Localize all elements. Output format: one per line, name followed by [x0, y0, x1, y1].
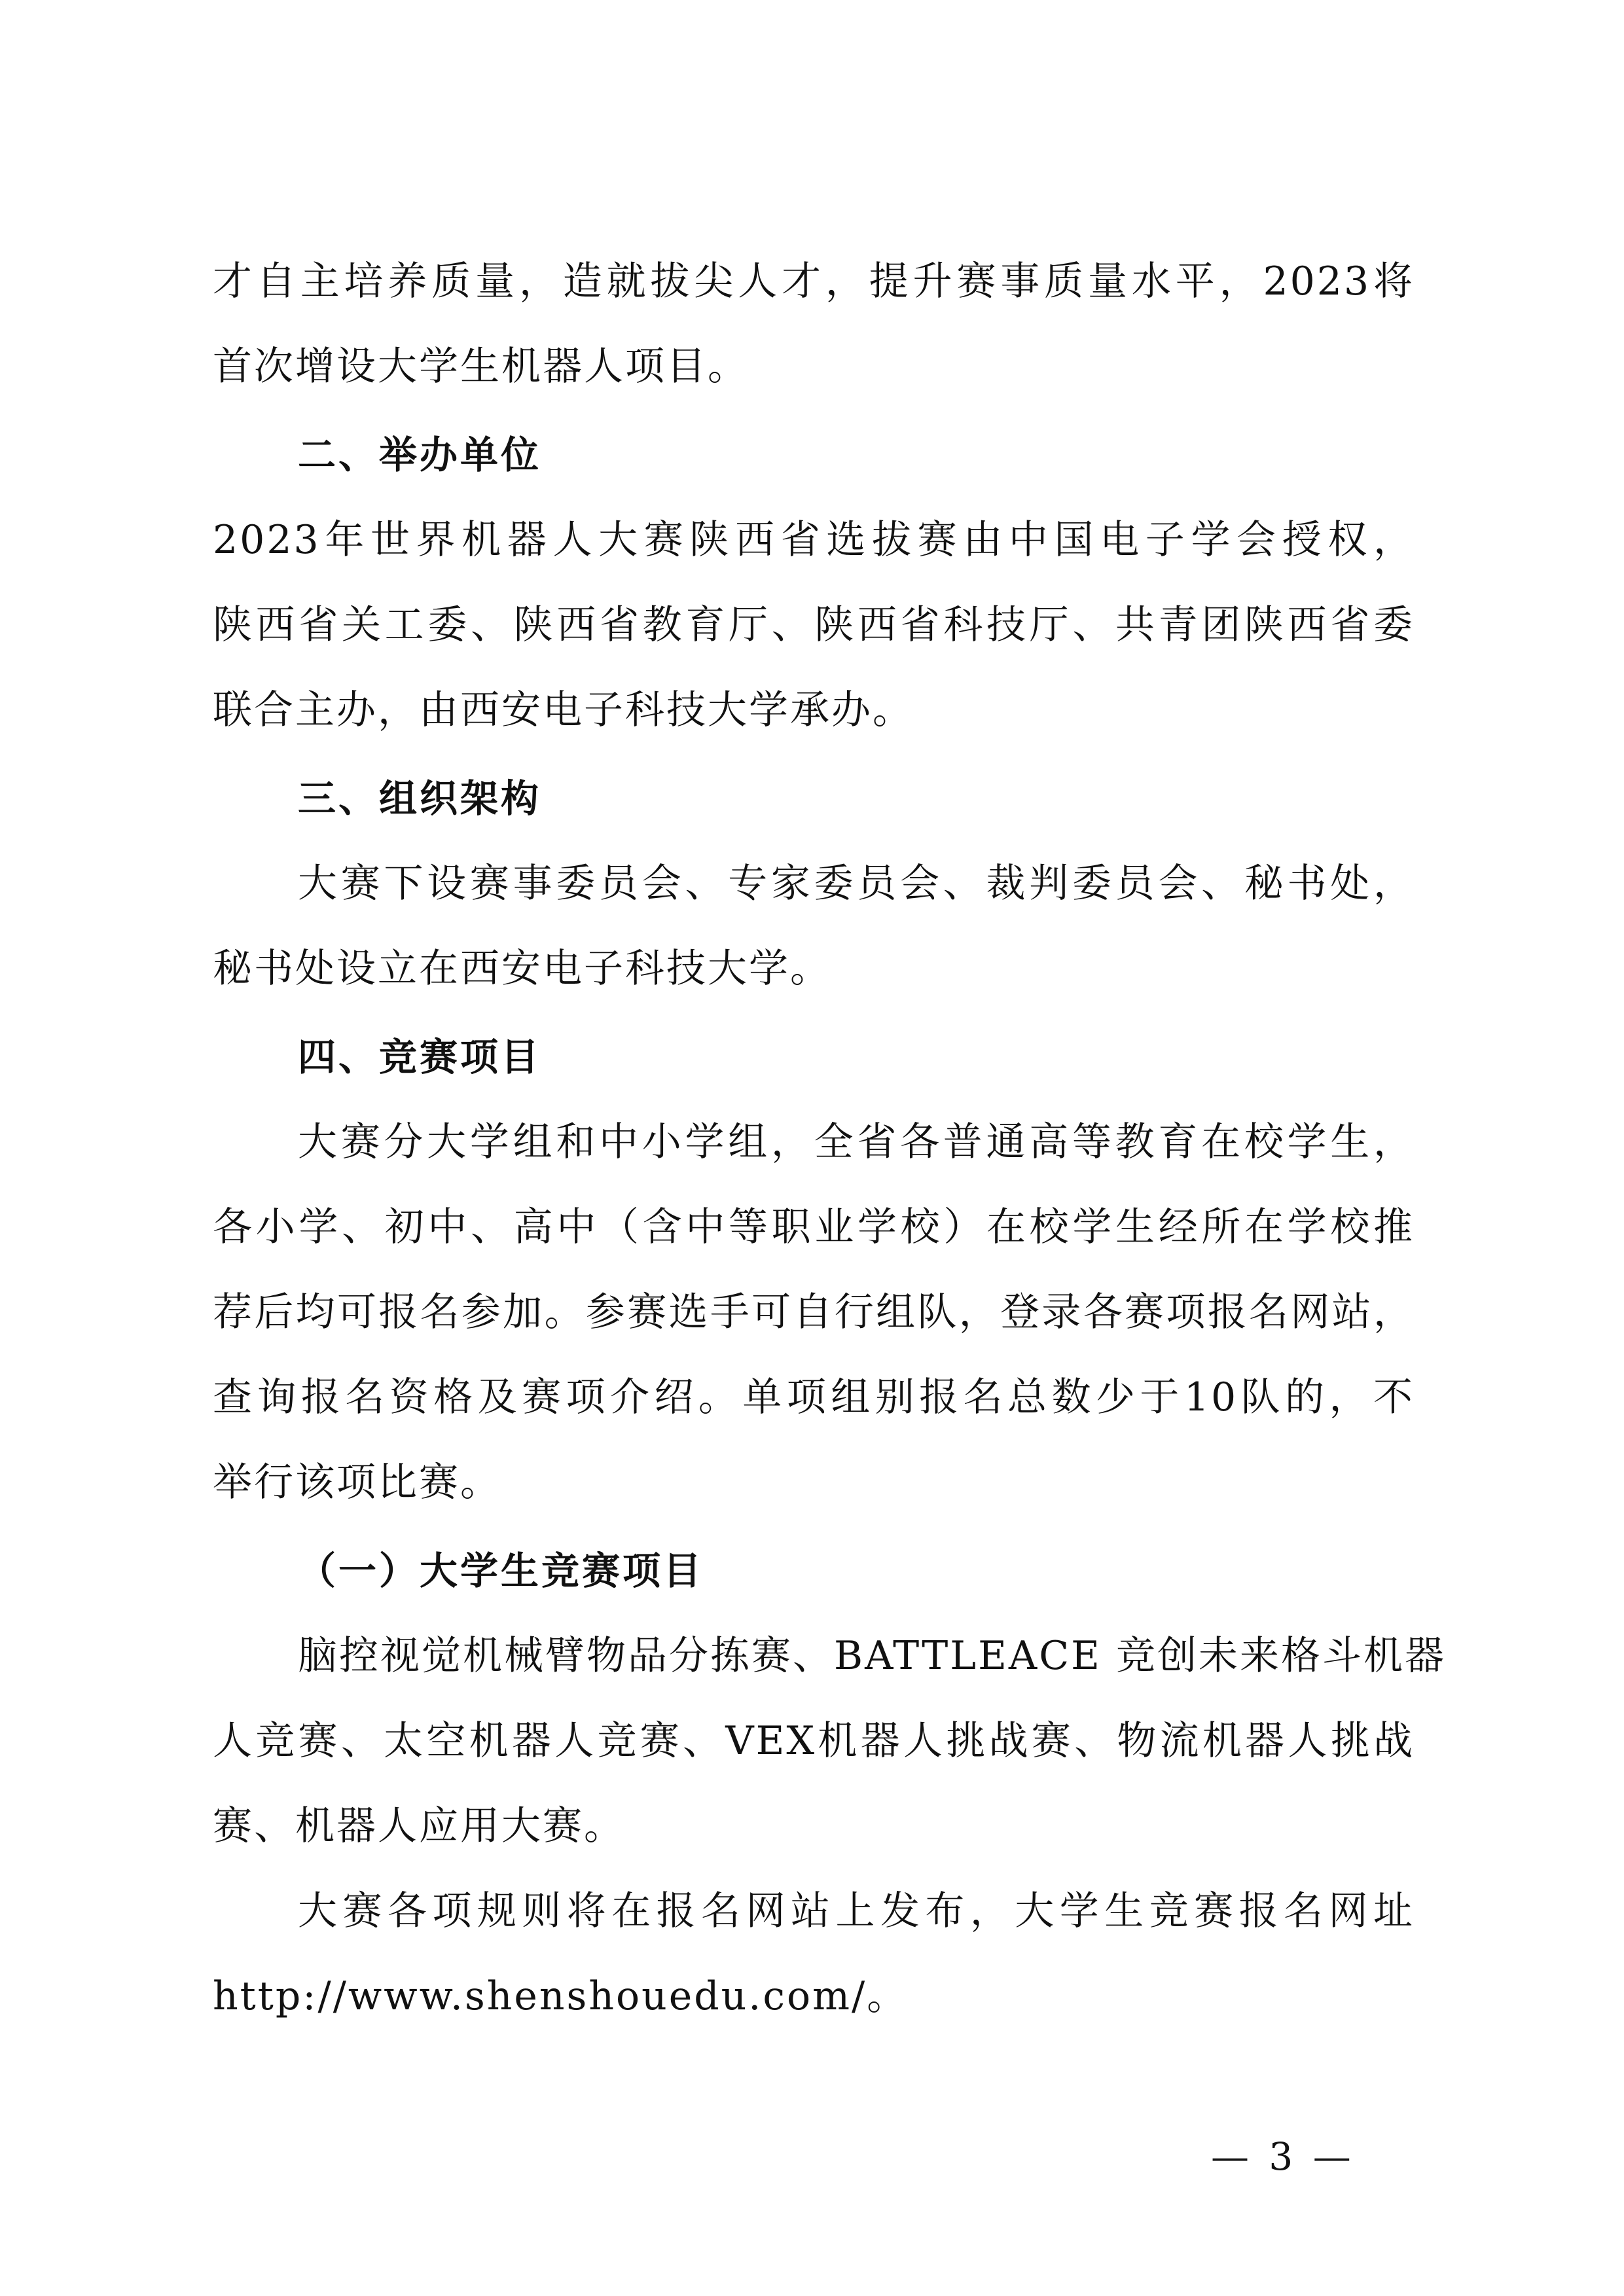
paragraph-line: 各小学、初中、高中（含中等职业学校）在校学生经所在学校推	[213, 1204, 1415, 1250]
paragraph-line: 陕西省关工委、陕西省教育厅、陕西省科技厅、共青团陕西省委	[213, 602, 1415, 648]
paragraph-line: 荐后均可报名参加。参赛选手可自行组队，登录各赛项报名网站，	[213, 1289, 1415, 1335]
paragraph-line: 举行该项比赛。	[213, 1460, 501, 1505]
paragraph-line: 联合主办，由西安电子科技大学承办。	[213, 687, 914, 733]
section-heading: 二、举办单位	[298, 433, 542, 477]
section-heading: 三、组织架构	[298, 776, 542, 821]
paragraph-line: 脑控视觉机械臂物品分拣赛、BATTLEACE 竞创未来格斗机器	[298, 1633, 1447, 1679]
paragraph-line: 秘书处设立在西安电子科技大学。	[213, 946, 831, 992]
paragraph-line: 2023年世界机器人大赛陕西省选拔赛由中国电子学会授权，	[213, 517, 1415, 563]
paragraph-line: 大赛各项规则将在报名网站上发布，大学生竞赛报名网址	[298, 1888, 1415, 1934]
paragraph-line: 大赛分大学组和中小学组，全省各普通高等教育在校学生，	[298, 1119, 1415, 1165]
paragraph-line: 大赛下设赛事委员会、专家委员会、裁判委员会、秘书处，	[298, 861, 1415, 906]
paragraph-line: 人竞赛、太空机器人竞赛、VEX机器人挑战赛、物流机器人挑战	[213, 1718, 1415, 1764]
page-number: — 3 —	[1211, 2134, 1355, 2179]
section-heading: 四、竞赛项目	[298, 1035, 542, 1079]
paragraph-line: 赛、机器人应用大赛。	[213, 1803, 625, 1849]
paragraph-line: 查询报名资格及赛项介绍。单项组别报名总数少于10队的，不	[213, 1374, 1415, 1420]
subsection-heading: （一）大学生竞赛项目	[298, 1549, 704, 1593]
paragraph-line: 首次增设大学生机器人项目。	[213, 344, 749, 389]
paragraph-line: 才自主培养质量，造就拔尖人才，提升赛事质量水平，2023将	[213, 259, 1415, 304]
paragraph-line: http://www.shenshouedu.com/。	[213, 1973, 909, 2019]
